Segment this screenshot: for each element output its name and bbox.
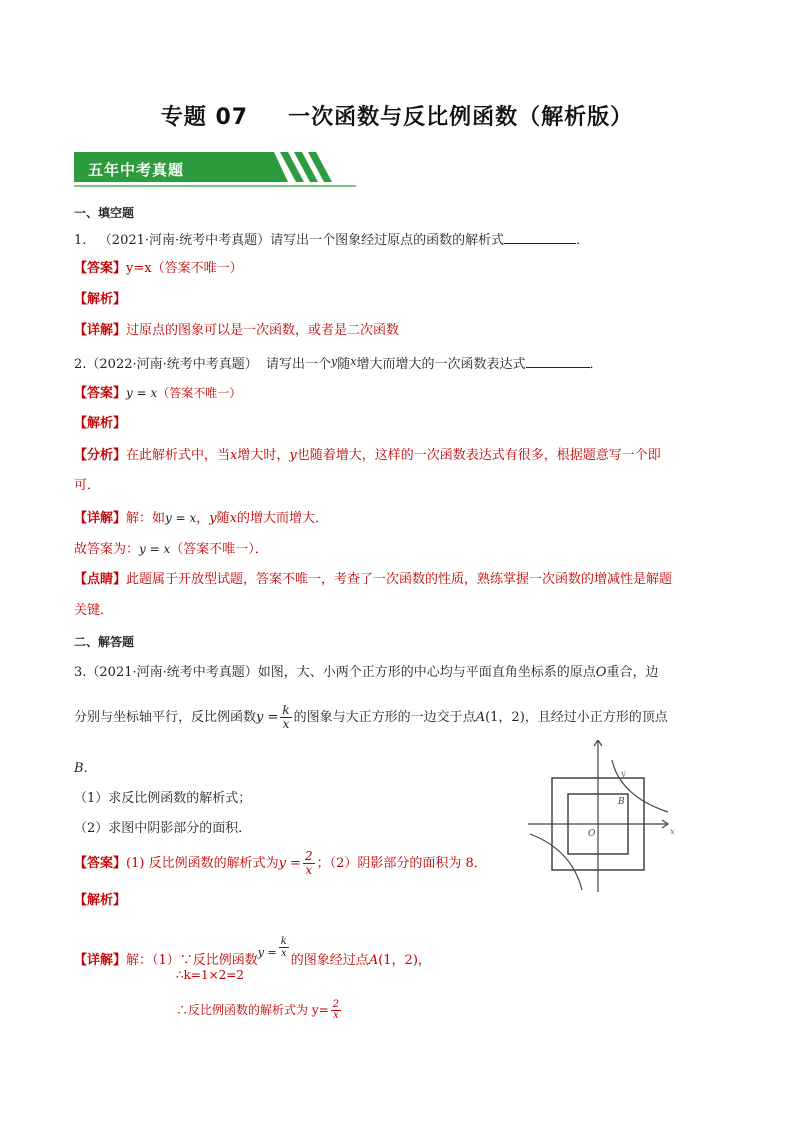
q3-frac-d: x <box>282 717 290 731</box>
q3-detail-frac-d: x <box>280 948 287 959</box>
title-topic: 一次函数与反比例函数（解析版） <box>288 105 634 130</box>
q2-fenxi-cont: 可． <box>74 478 101 493</box>
label-y: y <box>621 769 626 778</box>
q1-stem: 1. （2021·河南·统考中考真题）请写出一个图象经过原点的函数的解析式 <box>74 233 505 248</box>
analysis-tag: 【解析】 <box>74 893 127 908</box>
q1-text: 1. （2021·河南·统考中考真题）请写出一个图象经过原点的函数的解析式 ． <box>74 230 589 250</box>
q3-sub1: （1）求反比例函数的解析式； <box>74 791 252 806</box>
q3-detail-3: (1，2)， <box>378 953 431 968</box>
q1-answer-blank <box>504 230 576 244</box>
q2-detail-3: 随 <box>216 511 230 526</box>
q2-x: x <box>350 355 357 368</box>
q2-sui: 随 <box>337 357 351 372</box>
q3-detail-2: 的图象经过点 <box>290 953 369 968</box>
q3-frac-n: k <box>282 703 290 717</box>
section-heading-solve: 二、解答题 <box>74 635 135 649</box>
q3-detail-fraction <box>279 936 289 959</box>
analysis-tag: 【解析】 <box>74 292 127 307</box>
q2-fenxi-2: 增大时， <box>237 448 290 463</box>
answer-tag: 【答案】 <box>74 386 127 401</box>
q1-detail-text: 过原点的图象可以是一次函数，或者是二次函数 <box>126 323 400 338</box>
q3-line2 <box>74 704 668 731</box>
q2-stem-a: 2.（2022·河南·统考中考真题） 请写出一个 <box>74 357 332 372</box>
q2-text: 2.（2022·河南·统考中考真题） 请写出一个$^y$随$^x$增大而增大的一次函数表达式 ． <box>74 355 603 372</box>
q3-line1 <box>74 664 658 682</box>
q3-answer-frac-n: 2 <box>304 849 313 863</box>
q3-answer-frac-d: x <box>305 863 313 877</box>
q3-line1-b: 重合，边 <box>606 665 659 680</box>
q3-answer-2: ；（2）阴影部分的面积为 8． <box>316 856 487 871</box>
q2-fenxi-x: x <box>230 448 238 463</box>
q3-fraction <box>280 704 291 731</box>
q3-line2-a: 分别与坐标轴平行，反比例函数 <box>74 710 257 725</box>
label-O: O <box>588 829 596 839</box>
q3-answer <box>74 850 487 877</box>
q2-y: y <box>331 355 338 368</box>
q2-fenxi-y: y <box>289 448 297 463</box>
q3-detail-A: A <box>368 953 379 968</box>
q2-detail-expr: y = x <box>165 511 197 525</box>
q2-conclusion-1: 故答案为： <box>74 542 140 557</box>
q3-line1-a: 3.（2021·河南·统考中考真题）如图，大、小两个正方形的中心均与平面直角坐标系的原点 <box>74 665 596 680</box>
q2-detail-x: x <box>229 511 237 526</box>
coordinate-figure <box>528 740 678 895</box>
q2-answer-blank <box>526 354 590 368</box>
dianjing-tag: 【点睛】 <box>74 572 127 587</box>
q2-fenxi <box>74 447 661 465</box>
q3-answer-fraction <box>303 850 315 877</box>
q3-line2-A: A <box>475 710 486 725</box>
q3-line2-b: 的图象与大正方形的一边交于点 <box>293 710 476 725</box>
q1-answer-text: y=x（答案不唯一） <box>126 261 243 276</box>
q3-answer-y: y = <box>278 856 301 871</box>
banner-label: 五年中考真题 <box>88 161 185 179</box>
q3-step2-d: x <box>333 1010 339 1021</box>
hyperbola-branch-2 <box>530 834 582 890</box>
q2-dianjing-1: 此题属于开放型试题，答案不唯一，考查了一次函数的性质，熟练掌握一次函数的增减性是解题 <box>126 572 673 587</box>
q3-step2-text: ∴反比例函数的解析式为 y= <box>176 1003 329 1017</box>
q2-fenxi-3: 也随着增大，这样的一次函数表达式有很多，根据题意写一个即 <box>296 448 661 463</box>
q3-answer-1: (1) 反比例函数的解析式为 <box>126 856 279 871</box>
q3-line3: B． <box>74 761 97 776</box>
q3-detail-1: 解：（1）∵反比例函数 <box>126 953 258 968</box>
detail-tag: 【详解】 <box>74 323 127 338</box>
q3-analysis <box>74 892 126 910</box>
q3-step1: ∴k=1×2=2 <box>176 968 244 982</box>
q2-answer <box>74 384 241 403</box>
detail-tag: 【详解】 <box>74 511 127 526</box>
q3-detail <box>74 936 431 970</box>
q2-detail-y: y <box>209 511 217 526</box>
q2-fenxi-1: 在此解析式中，当 <box>126 448 231 463</box>
q2-dianjing-cont: 关键． <box>74 603 114 618</box>
q2-dianjing <box>74 571 672 589</box>
detail-tag: 【详解】 <box>74 953 127 968</box>
label-B: B <box>618 797 625 807</box>
answer-tag: 【答案】 <box>74 261 127 276</box>
q3-detail-y: y = <box>257 946 277 959</box>
q3-line2-c: (1，2)，且经过小正方形的顶点 <box>485 710 668 725</box>
q2-stem-b: 增大而增大的一次函数表达式 <box>356 357 526 372</box>
page-title <box>0 100 794 131</box>
q3-line1-o: O <box>595 665 607 680</box>
q2-detail <box>74 509 328 528</box>
fenxi-tag: 【分析】 <box>74 448 127 463</box>
q2-answer-note: （答案不唯一） <box>157 386 242 400</box>
section-banner <box>74 152 356 188</box>
q3-sub2: （2）求图中阴影部分的面积． <box>74 821 252 836</box>
q2-conclusion <box>74 540 268 559</box>
q3-step2-n: 2 <box>332 999 340 1010</box>
answer-tag: 【答案】 <box>74 856 127 871</box>
analysis-tag: 【解析】 <box>74 416 127 431</box>
title-code: 专题 07 <box>160 105 249 130</box>
q2-conclusion-2: （答案不唯一）． <box>170 542 268 557</box>
q1-answer <box>74 260 243 278</box>
section-heading-fill: 一、填空题 <box>74 206 135 220</box>
q2-detail-2: ， <box>196 511 210 526</box>
q2-detail-4: 的增大而增大． <box>237 511 329 526</box>
q3-step2 <box>176 1000 343 1021</box>
q3-step2-fraction <box>331 1000 341 1021</box>
q1-detail <box>74 322 399 340</box>
q2-analysis <box>74 415 126 433</box>
label-x: x <box>670 827 675 836</box>
q2-detail-1: 解：如 <box>126 511 166 526</box>
q2-answer-expr: y = x <box>126 386 158 400</box>
q2-conclusion-expr: y = x <box>139 542 171 556</box>
q1-analysis <box>74 291 126 309</box>
q3-detail-frac-n: k <box>280 936 287 947</box>
q3-line2-y: y = <box>256 710 279 725</box>
